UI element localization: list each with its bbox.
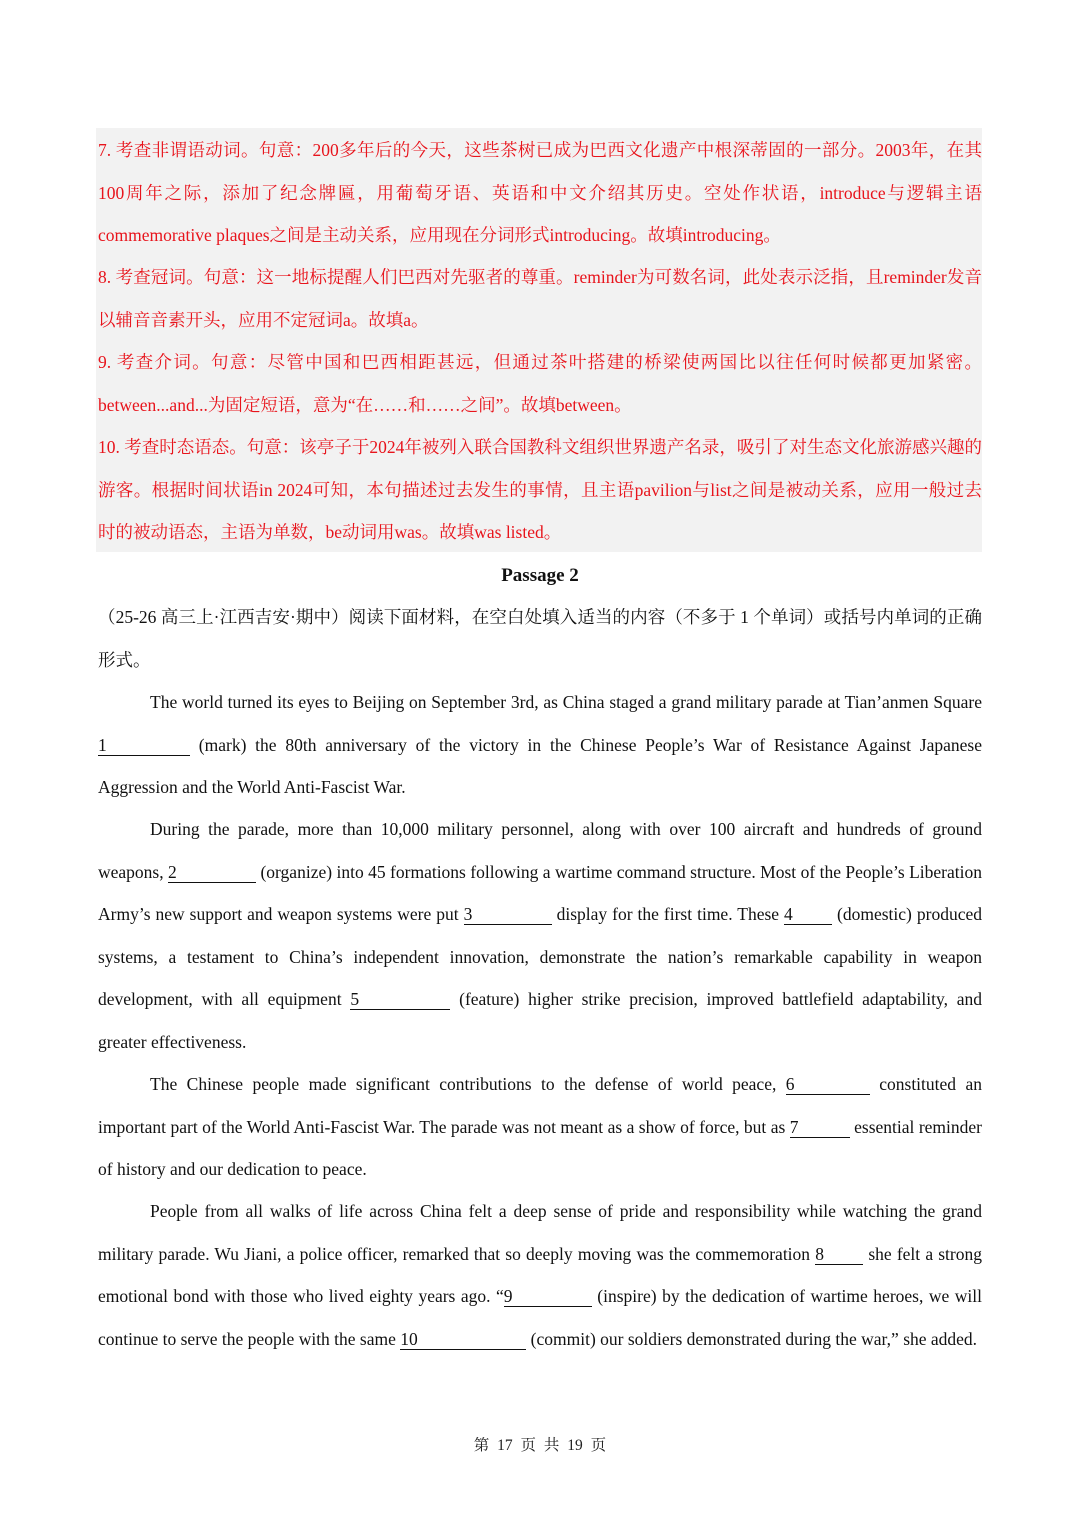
passage-paragraph-1 [98,681,982,809]
answer-explanation-10: 10. 考查时态语态。句意：该亭子于2024年被列入联合国教科文组织世界遗产名录，吸引了对生态文化旅游感兴趣的游客。根据时间状语in 2024可知，本句描述过去发生的事情，且主语pavilion与list之间是被动关系，应用一般过去时的被动语态，主语为单数，be动词用was。故填was listed。 [98,437,982,542]
answer-explanation-8: 8. 考查冠词。句意：这一地标提醒人们巴西对先驱者的尊重。reminder为可数名词，此处表示泛指，且reminder发音以辅音音素开头，应用不定冠词a。故填a。 [98,267,982,330]
text-segment: constituted an important part of the World Anti-Fascist War. The parade was not meant as a show of force, but as [98,1074,983,1137]
passage-paragraph-2 [98,808,982,1063]
answer-explanation-9: 9. 考查介词。句意：尽管中国和巴西相距甚远，但通过茶叶搭建的桥梁使两国比以往任何时候都更加紧密。between...and...为固定短语，意为“在……和……之间”。故填between。 [98,352,982,415]
blank-10[interactable]: 10 [400,1330,526,1350]
text-segment: People from all walks of life across China felt a deep sense of pride and responsibility while watching the grand military parade. Wu Jiani, a police officer, remarked that so deeply moving was the commemoration [98,1201,982,1264]
blank-9[interactable]: 9 [504,1287,592,1307]
text-segment: (mark) the 80th anniversary of the victory in the Chinese People’s War of Resistance Against Japanese Aggression and the World Anti-Fascist War. [98,734,982,797]
blank-8[interactable]: 8 [815,1245,863,1265]
blank-5[interactable]: 5 [350,990,450,1010]
text-segment: (domestic) produced systems, a testament to China’s independent innovation, demonstrate the nation’s remarkable capability in weapon development, with all equipment [98,904,982,1009]
text-segment: display for the first time. These [551,904,785,924]
answer-explanation-7: 7. 考查非谓语动词。句意：200多年后的今天，这些茶树已成为巴西文化遗产中根深蒂固的一部分。2003年，在其100周年之际，添加了纪念牌匾，用葡萄牙语、英语和中文介绍其历史。空处作状语，introduce与逻辑主语commemorative plaques之间是主动关系，应用现在分词形式introducing。故填introducing。 [98,140,982,245]
passage-instructions: （25-26 高三上·江西吉安·期中）阅读下面材料，在空白处填入适当的内容（不多于 1 个单词）或括号内单词的正确形式。 [98,607,982,670]
passage-paragraph-3 [98,1063,982,1191]
passage-paragraph-4 [98,1190,982,1360]
blank-7[interactable]: 7 [790,1118,850,1138]
blank-6[interactable]: 6 [786,1075,870,1095]
text-segment: she felt a strong emotional bond with those who lived eighty years ago. “ [98,1243,982,1306]
blank-3[interactable]: 3 [464,905,552,925]
text-segment: During the parade, more than 10,000 military personnel, along with over 100 aircraft and hundreds of ground weapons, [98,819,982,882]
text-segment: essential reminder of history and our dedication to peace. [98,1116,982,1179]
text-segment: (organize) into 45 formations following a wartime command structure. Most of the People’s Liberation Army’s new support and weapon systems were put [98,861,982,924]
blank-1[interactable]: 1 [98,736,190,756]
text-segment: The world turned its eyes to Beijing on September 3rd, as China staged a grand military parade at Tian’anmen Square [150,692,982,712]
blank-2[interactable]: 2 [168,863,256,883]
text-segment: (commit) our soldiers demonstrated during the war,” she added. [526,1328,978,1349]
text-segment: (feature) higher strike precision, improved battlefield adaptability, and greater effectiveness. [98,989,982,1052]
text-segment: The Chinese people made significant contributions to the defense of world peace, [150,1074,786,1094]
text-segment: (inspire) by the dedication of wartime heroes, we will continue to serve the people with the same [98,1286,982,1349]
passage-title: Passage 2 [501,565,579,586]
blank-4[interactable]: 4 [784,905,832,925]
page-number: 第 17 页 共 19 页 [473,1437,607,1454]
